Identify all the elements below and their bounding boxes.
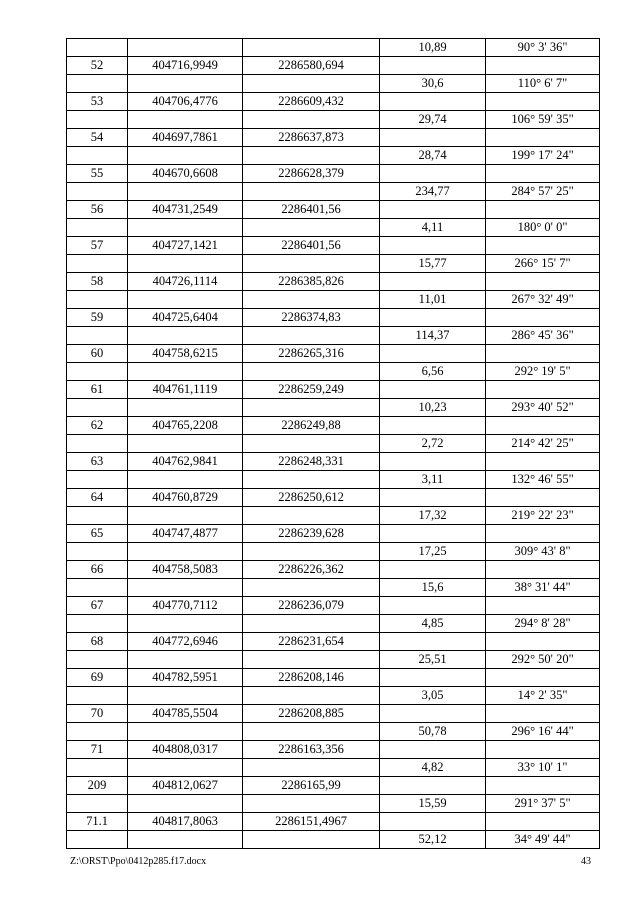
table-row — [67, 777, 600, 795]
distance-cell — [380, 417, 486, 435]
bearing-cell — [486, 705, 600, 723]
y-coordinate-cell: 2286637,873 — [243, 129, 380, 147]
table-row — [67, 399, 600, 417]
y-coordinate-cell: 2286163,356 — [243, 741, 380, 759]
point-number-cell — [67, 579, 128, 597]
x-coordinate-cell: 404762,9841 — [128, 453, 243, 471]
table-row — [67, 651, 600, 669]
distance-cell — [380, 201, 486, 219]
distance-cell: 25,51 — [380, 651, 486, 669]
y-coordinate-cell — [243, 615, 380, 633]
x-coordinate-cell: 404772,6946 — [128, 633, 243, 651]
distance-cell — [380, 777, 486, 795]
distance-cell: 15,6 — [380, 579, 486, 597]
table-row — [67, 633, 600, 651]
point-number-cell — [67, 723, 128, 741]
table-row — [67, 561, 600, 579]
distance-cell: 15,77 — [380, 255, 486, 273]
x-coordinate-cell: 404727,1421 — [128, 237, 243, 255]
distance-cell: 10,89 — [380, 39, 486, 57]
bearing-cell: 296° 16' 44" — [486, 723, 600, 741]
distance-cell — [380, 129, 486, 147]
distance-cell: 28,74 — [380, 147, 486, 165]
distance-cell: 50,78 — [380, 723, 486, 741]
point-number-cell — [67, 831, 128, 849]
y-coordinate-cell: 2286259,249 — [243, 381, 380, 399]
distance-cell — [380, 237, 486, 255]
distance-cell: 17,25 — [380, 543, 486, 561]
x-coordinate-cell: 404758,6215 — [128, 345, 243, 363]
bearing-cell — [486, 597, 600, 615]
x-coordinate-cell — [128, 615, 243, 633]
point-number-cell — [67, 219, 128, 237]
bearing-cell — [486, 489, 600, 507]
distance-cell — [380, 57, 486, 75]
x-coordinate-cell: 404747,4877 — [128, 525, 243, 543]
bearing-cell — [486, 237, 600, 255]
x-coordinate-cell — [128, 471, 243, 489]
y-coordinate-cell: 2286248,331 — [243, 453, 380, 471]
table-row — [67, 741, 600, 759]
x-coordinate-cell: 404726,1114 — [128, 273, 243, 291]
table-row — [67, 669, 600, 687]
table-row — [67, 471, 600, 489]
point-number-cell — [67, 147, 128, 165]
distance-cell: 52,12 — [380, 831, 486, 849]
table-row — [67, 489, 600, 507]
distance-cell — [380, 741, 486, 759]
distance-cell — [380, 273, 486, 291]
bearing-cell — [486, 309, 600, 327]
table-row — [67, 111, 600, 129]
distance-cell: 15,59 — [380, 795, 486, 813]
bearing-cell: 14° 2' 35" — [486, 687, 600, 705]
bearing-cell — [486, 165, 600, 183]
bearing-cell: 132° 46' 55" — [486, 471, 600, 489]
point-number-cell: 62 — [67, 417, 128, 435]
x-coordinate-cell — [128, 831, 243, 849]
x-coordinate-cell — [128, 255, 243, 273]
bearing-cell: 294° 8' 28" — [486, 615, 600, 633]
x-coordinate-cell: 404770,7112 — [128, 597, 243, 615]
distance-cell: 234,77 — [380, 183, 486, 201]
x-coordinate-cell: 404785,5504 — [128, 705, 243, 723]
x-coordinate-cell: 404765,2208 — [128, 417, 243, 435]
y-coordinate-cell — [243, 147, 380, 165]
distance-cell: 2,72 — [380, 435, 486, 453]
x-coordinate-cell — [128, 543, 243, 561]
bearing-cell — [486, 417, 600, 435]
point-number-cell — [67, 435, 128, 453]
footer-file-path: Z:\ORST\Ppo\0412p285.f17.docx — [70, 856, 207, 867]
x-coordinate-cell — [128, 291, 243, 309]
point-number-cell: 61 — [67, 381, 128, 399]
y-coordinate-cell — [243, 291, 380, 309]
table-row — [67, 147, 600, 165]
bearing-cell: 267° 32' 49" — [486, 291, 600, 309]
distance-cell: 3,05 — [380, 687, 486, 705]
point-number-cell — [67, 291, 128, 309]
bearing-cell — [486, 777, 600, 795]
bearing-cell: 180° 0' 0" — [486, 219, 600, 237]
x-coordinate-cell — [128, 435, 243, 453]
bearing-cell — [486, 273, 600, 291]
distance-cell — [380, 489, 486, 507]
table-row — [67, 327, 600, 345]
point-number-cell: 65 — [67, 525, 128, 543]
table-row — [67, 597, 600, 615]
y-coordinate-cell — [243, 399, 380, 417]
bearing-cell — [486, 669, 600, 687]
x-coordinate-cell: 404731,2549 — [128, 201, 243, 219]
distance-cell — [380, 453, 486, 471]
point-number-cell: 69 — [67, 669, 128, 687]
point-number-cell: 54 — [67, 129, 128, 147]
bearing-cell: 291° 37' 5" — [486, 795, 600, 813]
point-number-cell — [67, 687, 128, 705]
table-row — [67, 273, 600, 291]
point-number-cell: 71.1 — [67, 813, 128, 831]
table-row — [67, 201, 600, 219]
coordinates-table — [66, 38, 600, 849]
y-coordinate-cell — [243, 471, 380, 489]
distance-cell — [380, 705, 486, 723]
y-coordinate-cell — [243, 111, 380, 129]
x-coordinate-cell — [128, 111, 243, 129]
x-coordinate-cell: 404812,0627 — [128, 777, 243, 795]
y-coordinate-cell: 2286208,885 — [243, 705, 380, 723]
y-coordinate-cell: 2286208,146 — [243, 669, 380, 687]
distance-cell: 11,01 — [380, 291, 486, 309]
y-coordinate-cell — [243, 579, 380, 597]
point-number-cell — [67, 615, 128, 633]
y-coordinate-cell — [243, 183, 380, 201]
point-number-cell — [67, 759, 128, 777]
x-coordinate-cell — [128, 363, 243, 381]
x-coordinate-cell — [128, 507, 243, 525]
y-coordinate-cell — [243, 543, 380, 561]
x-coordinate-cell: 404808,0317 — [128, 741, 243, 759]
x-coordinate-cell — [128, 327, 243, 345]
distance-cell — [380, 165, 486, 183]
table-row — [67, 381, 600, 399]
distance-cell: 4,85 — [380, 615, 486, 633]
y-coordinate-cell: 2286401,56 — [243, 237, 380, 255]
x-coordinate-cell — [128, 687, 243, 705]
table-row — [67, 435, 600, 453]
y-coordinate-cell: 2286239,628 — [243, 525, 380, 543]
x-coordinate-cell — [128, 723, 243, 741]
x-coordinate-cell: 404758,5083 — [128, 561, 243, 579]
bearing-cell — [486, 741, 600, 759]
bearing-cell — [486, 129, 600, 147]
point-number-cell — [67, 651, 128, 669]
bearing-cell: 292° 50' 20" — [486, 651, 600, 669]
point-number-cell — [67, 363, 128, 381]
point-number-cell: 53 — [67, 93, 128, 111]
bearing-cell — [486, 93, 600, 111]
bearing-cell: 38° 31' 44" — [486, 579, 600, 597]
distance-cell — [380, 669, 486, 687]
table-row — [67, 183, 600, 201]
y-coordinate-cell — [243, 651, 380, 669]
table-row — [67, 525, 600, 543]
x-coordinate-cell: 404725,6404 — [128, 309, 243, 327]
table-row — [67, 219, 600, 237]
point-number-cell — [67, 111, 128, 129]
bearing-cell: 266° 15' 7" — [486, 255, 600, 273]
y-coordinate-cell: 2286401,56 — [243, 201, 380, 219]
x-coordinate-cell: 404670,6608 — [128, 165, 243, 183]
distance-cell — [380, 345, 486, 363]
point-number-cell: 56 — [67, 201, 128, 219]
point-number-cell — [67, 255, 128, 273]
bearing-cell — [486, 453, 600, 471]
table-row — [67, 237, 600, 255]
y-coordinate-cell — [243, 507, 380, 525]
y-coordinate-cell — [243, 723, 380, 741]
y-coordinate-cell: 2286226,362 — [243, 561, 380, 579]
x-coordinate-cell — [128, 759, 243, 777]
bearing-cell: 33° 10' 1" — [486, 759, 600, 777]
y-coordinate-cell — [243, 363, 380, 381]
x-coordinate-cell — [128, 651, 243, 669]
bearing-cell: 106° 59' 35" — [486, 111, 600, 129]
point-number-cell: 59 — [67, 309, 128, 327]
table-row — [67, 93, 600, 111]
point-number-cell: 70 — [67, 705, 128, 723]
table-row — [67, 507, 600, 525]
point-number-cell: 67 — [67, 597, 128, 615]
bearing-cell — [486, 57, 600, 75]
distance-cell — [380, 633, 486, 651]
distance-cell: 4,11 — [380, 219, 486, 237]
table-row — [67, 345, 600, 363]
table-row — [67, 255, 600, 273]
distance-cell: 6,56 — [380, 363, 486, 381]
point-number-cell: 209 — [67, 777, 128, 795]
point-number-cell — [67, 399, 128, 417]
table-row — [67, 759, 600, 777]
x-coordinate-cell: 404817,8063 — [128, 813, 243, 831]
y-coordinate-cell: 2286374,83 — [243, 309, 380, 327]
x-coordinate-cell — [128, 579, 243, 597]
y-coordinate-cell: 2286265,316 — [243, 345, 380, 363]
distance-cell — [380, 561, 486, 579]
distance-cell: 3,11 — [380, 471, 486, 489]
table-row — [67, 363, 600, 381]
distance-cell: 30,6 — [380, 75, 486, 93]
distance-cell: 4,82 — [380, 759, 486, 777]
bearing-cell — [486, 813, 600, 831]
table-row — [67, 615, 600, 633]
distance-cell: 10,23 — [380, 399, 486, 417]
point-number-cell: 66 — [67, 561, 128, 579]
y-coordinate-cell — [243, 831, 380, 849]
bearing-cell — [486, 201, 600, 219]
table-row — [67, 813, 600, 831]
y-coordinate-cell: 2286580,694 — [243, 57, 380, 75]
table-row — [67, 723, 600, 741]
point-number-cell — [67, 543, 128, 561]
bearing-cell — [486, 561, 600, 579]
table-row — [67, 291, 600, 309]
point-number-cell — [67, 39, 128, 57]
distance-cell — [380, 309, 486, 327]
x-coordinate-cell: 404706,4776 — [128, 93, 243, 111]
point-number-cell — [67, 471, 128, 489]
y-coordinate-cell — [243, 39, 380, 57]
table-row — [67, 705, 600, 723]
y-coordinate-cell: 2286609,432 — [243, 93, 380, 111]
bearing-cell: 90° 3' 36" — [486, 39, 600, 57]
y-coordinate-cell: 2286236,079 — [243, 597, 380, 615]
x-coordinate-cell: 404760,8729 — [128, 489, 243, 507]
distance-cell — [380, 597, 486, 615]
y-coordinate-cell — [243, 795, 380, 813]
table-row — [67, 165, 600, 183]
y-coordinate-cell: 2286231,654 — [243, 633, 380, 651]
x-coordinate-cell: 404697,7861 — [128, 129, 243, 147]
point-number-cell — [67, 795, 128, 813]
y-coordinate-cell: 2286151,4967 — [243, 813, 380, 831]
point-number-cell — [67, 183, 128, 201]
point-number-cell: 55 — [67, 165, 128, 183]
table-row — [67, 543, 600, 561]
bearing-cell: 293° 40' 52" — [486, 399, 600, 417]
bearing-cell: 219° 22' 23" — [486, 507, 600, 525]
y-coordinate-cell: 2286250,612 — [243, 489, 380, 507]
bearing-cell: 309° 43' 8" — [486, 543, 600, 561]
point-number-cell — [67, 327, 128, 345]
point-number-cell — [67, 507, 128, 525]
x-coordinate-cell — [128, 147, 243, 165]
bearing-cell: 284° 57' 25" — [486, 183, 600, 201]
x-coordinate-cell: 404716,9949 — [128, 57, 243, 75]
bearing-cell — [486, 345, 600, 363]
bearing-cell: 110° 6' 7" — [486, 75, 600, 93]
bearing-cell — [486, 633, 600, 651]
bearing-cell: 34° 49' 44" — [486, 831, 600, 849]
y-coordinate-cell: 2286628,379 — [243, 165, 380, 183]
y-coordinate-cell — [243, 75, 380, 93]
point-number-cell: 58 — [67, 273, 128, 291]
x-coordinate-cell: 404782,5951 — [128, 669, 243, 687]
y-coordinate-cell: 2286165,99 — [243, 777, 380, 795]
table-row — [67, 39, 600, 57]
bearing-cell — [486, 381, 600, 399]
distance-cell: 114,37 — [380, 327, 486, 345]
y-coordinate-cell — [243, 759, 380, 777]
table-row — [67, 831, 600, 849]
table-row — [67, 417, 600, 435]
table-row — [67, 129, 600, 147]
distance-cell — [380, 381, 486, 399]
footer-page-number: 43 — [581, 856, 591, 867]
x-coordinate-cell — [128, 219, 243, 237]
point-number-cell — [67, 75, 128, 93]
point-number-cell: 68 — [67, 633, 128, 651]
distance-cell — [380, 813, 486, 831]
point-number-cell: 60 — [67, 345, 128, 363]
bearing-cell: 286° 45' 36" — [486, 327, 600, 345]
point-number-cell: 71 — [67, 741, 128, 759]
bearing-cell: 199° 17' 24" — [486, 147, 600, 165]
bearing-cell — [486, 525, 600, 543]
y-coordinate-cell — [243, 435, 380, 453]
table-row — [67, 795, 600, 813]
y-coordinate-cell: 2286385,826 — [243, 273, 380, 291]
table-row — [67, 687, 600, 705]
distance-cell — [380, 525, 486, 543]
table-row — [67, 579, 600, 597]
x-coordinate-cell — [128, 399, 243, 417]
table-row — [67, 75, 600, 93]
x-coordinate-cell — [128, 39, 243, 57]
y-coordinate-cell — [243, 327, 380, 345]
point-number-cell: 63 — [67, 453, 128, 471]
point-number-cell: 64 — [67, 489, 128, 507]
y-coordinate-cell — [243, 255, 380, 273]
point-number-cell: 57 — [67, 237, 128, 255]
x-coordinate-cell — [128, 75, 243, 93]
table-row — [67, 453, 600, 471]
y-coordinate-cell — [243, 687, 380, 705]
bearing-cell: 292° 19' 5" — [486, 363, 600, 381]
distance-cell: 17,32 — [380, 507, 486, 525]
point-number-cell: 52 — [67, 57, 128, 75]
bearing-cell: 214° 42' 25" — [486, 435, 600, 453]
table-row — [67, 309, 600, 327]
x-coordinate-cell — [128, 183, 243, 201]
table-row — [67, 57, 600, 75]
y-coordinate-cell: 2286249,88 — [243, 417, 380, 435]
x-coordinate-cell: 404761,1119 — [128, 381, 243, 399]
distance-cell: 29,74 — [380, 111, 486, 129]
y-coordinate-cell — [243, 219, 380, 237]
x-coordinate-cell — [128, 795, 243, 813]
distance-cell — [380, 93, 486, 111]
